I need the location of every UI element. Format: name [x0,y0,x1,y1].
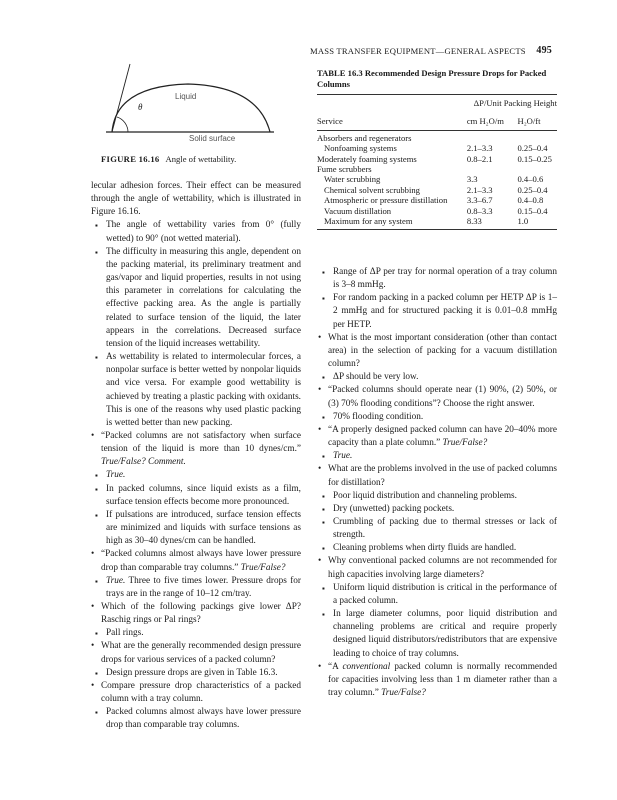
table-cell-service: Absorbers and regenerators [317,132,412,143]
item-text: 70% flooding condition. [333,411,424,422]
table-cell-ft: 1.0 [517,216,529,227]
table-cell-cm: 0.8–2.1 [466,153,493,164]
item-italic: True. [333,451,353,462]
answer-item [91,219,301,245]
item-text: What is the most important consideration (other than contact area) in the selection of packing for a vacuum distillation column? [328,332,557,370]
item-text: Which of the following packings give lower ΔP? Raschig rings or Pal rings? [101,602,301,626]
answer-item [318,490,557,503]
item-italic: True. [106,470,126,481]
table-cell-ft: 0.15–0.25 [517,153,552,164]
table-row [317,185,557,195]
answer-item [91,575,301,601]
answer-item [318,582,557,608]
col-header-cm: cm H₂O/m [466,116,504,127]
answer-item [91,706,301,732]
question-item [318,384,557,410]
table-cell-ft: 0.15–0.4 [517,205,548,216]
item-text: lecular adhesion forces. Their effect can be measured through the angle of wettability, which is illustrated in Figure 16.16. [91,181,301,218]
table-cell-cm: 2.1–3.3 [466,143,493,154]
liquid-label: Liquid [175,92,197,101]
question-item [318,661,557,700]
table-row [317,216,557,230]
table-cell-cm: 3.3–6.7 [466,195,493,206]
right-text-column [318,266,557,700]
answer-item [318,542,557,555]
item-text: packed column is normally recommended for capacities involving less than 1 m diameter rather than a tray column.” [328,661,557,698]
table-row [317,143,557,153]
answer-item [318,516,557,542]
table-cell-cm: 3.3 [466,174,478,185]
item-text: For random packing in a packed column per HETP ΔP is 1–2 mmHg and for structured packing it is 0.01–0.8 mmHg per HETP. [333,293,557,330]
question-item [318,463,557,489]
figure-caption-text: Angle of wettability. [165,154,237,164]
item-tail: True/False? [442,438,488,449]
item-italic: True. [106,575,126,586]
table-cell-cm [467,164,518,174]
surface-label: Solid surface [189,134,236,143]
item-text: Cleaning problems when dirty fluids are handled. [333,543,517,554]
item-text: What are the problems involved in the use of packed columns for distillation? [328,464,557,488]
answer-item [318,292,557,331]
item-text: The difficulty in measuring this angle, dependent on the packing material, its preliminary treatment and gas/vapor and liquid properties, results in not using this parameter in correlations for calculating the effective packing area. As the angle is partially related to surface tension of the liquid, the later appears in the correlations. Decreased surface tension of the liquid increases wettability. [106,246,301,349]
table-cell-cm: 0.8–3.3 [466,205,493,216]
item-text: In packed columns, since liquid exists as a film, surface tension effects become more pronounced. [106,483,301,507]
table-cell-ft: 0.4–0.6 [517,174,544,185]
item-text: Three to five times lower. Pressure drops for trays are in the range of 10–12 cm/tray. [106,575,301,599]
table-row [317,206,557,216]
answer-item [318,503,557,516]
item-text: Pall rings. [106,628,144,639]
col-header-service: Service [317,116,343,127]
item-tail: True/False? Comment. [101,457,186,468]
figure-caption [101,154,236,164]
answer-item [91,246,301,351]
table-row [317,130,557,143]
question-item [91,601,301,627]
item-tail: True/False? [381,688,426,698]
item-text: What are the generally recommended design pressure drops for various services of a packed column? [101,641,301,665]
answer-item [91,667,301,680]
item-italic: conventional [342,661,391,672]
answer-item [91,351,301,430]
item-text: If pulsations are introduced, surface tension effects are minimized and liquids with surface tensions as high as 30–40 dynes/cm can be handled. [106,509,301,547]
answer-item [91,627,301,640]
answer-item [91,509,301,548]
table-group-header: ΔP/Unit Packing Height [473,98,557,108]
pressure-drop-table [317,94,557,230]
item-text: Design pressure drops are given in Table 16.3. [106,667,278,678]
answer-item [318,608,557,661]
table-cell-cm: 8.33 [466,216,482,227]
answer-item [318,450,557,463]
question-item [318,424,557,450]
figure-number: FIGURE 16.16 [101,154,160,164]
table-cell-ft [517,130,557,143]
table-cell-service: Water scrubbing [324,174,381,185]
question-item [91,548,301,574]
paragraph [91,180,301,219]
question-item [91,640,301,666]
item-text: Crumbling of packing due to thermal stresses or lack of strength. [333,516,557,541]
question-item [91,430,301,469]
item-text: “Packed columns almost always have lower pressure drop than comparable tray columns.” [101,549,301,573]
item-text: Why conventional packed columns are not recommended for high capacities involving large diameters? [328,556,557,580]
table-row [317,174,557,184]
angle-arc [117,117,128,132]
left-text-column [91,180,301,733]
running-title: MASS TRANSFER EQUIPMENT—GENERAL ASPECTS [310,46,526,56]
table-row [317,154,557,164]
table-cell-ft: 0.4–0.8 [517,195,544,206]
table-cell-service: Vacuum distillation [324,205,392,216]
item-text: The angle of wettability varies from 0° (fully wetted) to 90° (not wetted material). [106,220,301,244]
table-row [317,164,557,174]
table-cell-ft: 0.25–0.4 [517,143,548,154]
table-cell-cm [467,130,518,143]
item-text: In large diameter columns, poor liquid distribution and channeling problems are critical and require properly designed liquid distributors/redistributors that are expensive leading to choice of tray columns. [333,609,557,659]
item-text: Range of ΔP per tray for normal operation of a tray column is 3–8 mmHg. [333,267,557,291]
item-text: As wettability is related to intermolecular forces, a nonpolar surface is better wetted by nonpolar liquids and vice versa. For example good wettability is achieved by treating a plastic packing with oxidants. This is one of the reasons why used plastic packing is wetted better than new packing. [106,352,301,428]
item-tail: True/False? [240,562,286,573]
table-cell-service: Nonfoaming systems [324,143,397,154]
table-cell-service: Chemical solvent scrubbing [324,184,420,195]
item-text: “Packed columns should operate near (1) 90%, (2) 50%, or (3) 70% flooding conditions”? Choose the right answer. [328,385,557,409]
table-title: TABLE 16.3 Recommended Design Pressure Drops for Packed Columns [317,68,547,89]
table-cell-service: Atmospheric or pressure distillation [324,195,448,206]
item-text: Dry (unwetted) packing pockets. [333,503,455,514]
item-text: “A properly designed packed column can have 20–40% more capacity than a plate column.” [328,424,557,449]
item-text: Packed columns almost always have lower pressure drop than comparable tray columns. [106,707,301,731]
table-cell-service: Fume scrubbers [317,164,372,175]
answer-item [91,469,301,482]
table-cell-ft [517,164,557,174]
question-item [91,680,301,706]
answer-item [318,371,557,384]
page-number: 495 [536,45,552,56]
item-text: ΔP should be very low. [333,372,419,383]
col-header-ft: H₂O/ft [517,116,541,127]
answer-item [318,266,557,292]
table-cell-service: Moderately foaming systems [317,153,417,164]
table-cell-ft: 0.25–0.4 [517,184,548,195]
question-item [318,555,557,581]
item-text: Compare pressure drop characteristics of a packed column with a tray column. [101,680,301,705]
answer-item [318,411,557,424]
table-row [317,195,557,205]
question-item [318,332,557,371]
answer-item [91,483,301,509]
table-16-3 [317,68,557,230]
table-cell-cm: 2.1–3.3 [466,184,493,195]
angle-label: θ [138,102,143,112]
table-body [317,130,557,230]
item-text: “Packed columns are not satisfactory when surface tension of the liquid is more than 10 dynes/cm.” [101,430,301,455]
item-prefix: “A [328,661,343,672]
tangent-line [112,64,130,132]
item-text: Poor liquid distribution and channeling problems. [333,490,517,501]
table-cell-service: Maximum for any system [324,216,413,227]
item-text: Uniform liquid distribution is critical in the performance of a packed column. [333,582,557,606]
